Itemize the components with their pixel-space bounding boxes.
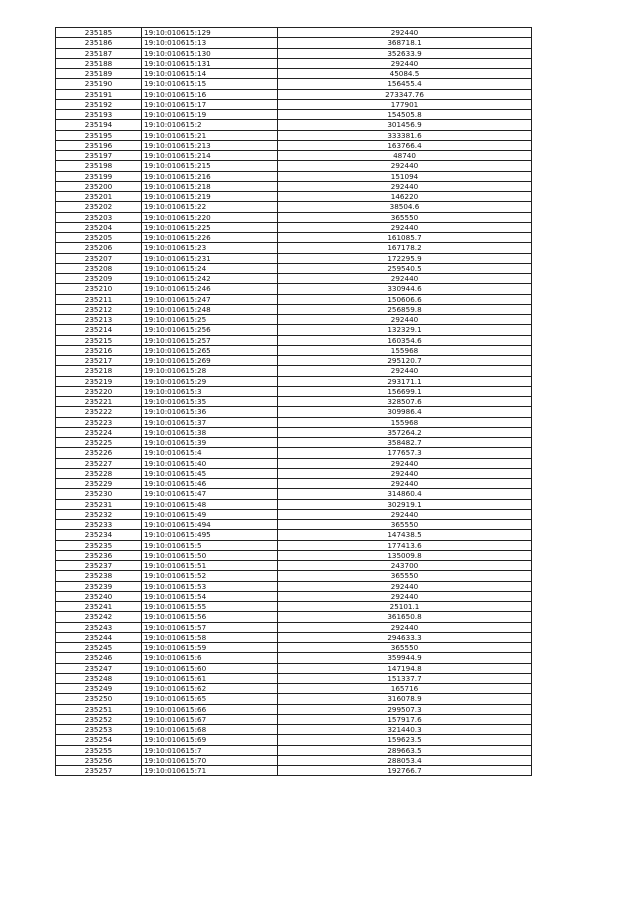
cadastral-number-cell: 19:10:010615:55 xyxy=(142,602,278,612)
value-cell: 154505.8 xyxy=(278,110,532,120)
cadastral-number-cell: 19:10:010615:14 xyxy=(142,69,278,79)
value-cell: 151337.7 xyxy=(278,673,532,683)
table-row xyxy=(56,755,532,765)
table-row xyxy=(56,274,532,284)
table-row xyxy=(56,120,532,130)
table-row xyxy=(56,263,532,273)
cadastral-number-cell: 19:10:010615:21 xyxy=(142,130,278,140)
table-row xyxy=(56,520,532,530)
table-row xyxy=(56,202,532,212)
table-row xyxy=(56,181,532,191)
table-row xyxy=(56,294,532,304)
table-row xyxy=(56,704,532,714)
row-number-cell: 235209 xyxy=(56,274,142,284)
cadastral-number-cell: 19:10:010615:57 xyxy=(142,622,278,632)
table-row xyxy=(56,684,532,694)
table-row xyxy=(56,468,532,478)
cadastral-number-cell: 19:10:010615:242 xyxy=(142,274,278,284)
row-number-cell: 235206 xyxy=(56,243,142,253)
value-cell: 292440 xyxy=(278,479,532,489)
cadastral-number-cell: 19:10:010615:247 xyxy=(142,294,278,304)
table-row xyxy=(56,766,532,776)
row-number-cell: 235229 xyxy=(56,479,142,489)
value-cell: 151094 xyxy=(278,171,532,181)
value-cell: 292440 xyxy=(278,366,532,376)
row-number-cell: 235244 xyxy=(56,632,142,642)
table-row xyxy=(56,417,532,427)
row-number-cell: 235189 xyxy=(56,69,142,79)
row-number-cell: 235232 xyxy=(56,509,142,519)
row-number-cell: 235194 xyxy=(56,120,142,130)
value-cell: 147194.8 xyxy=(278,663,532,673)
table-row xyxy=(56,735,532,745)
value-cell: 302919.1 xyxy=(278,499,532,509)
row-number-cell: 235190 xyxy=(56,79,142,89)
table-body xyxy=(56,28,532,776)
cadastral-number-cell: 19:10:010615:23 xyxy=(142,243,278,253)
table-row xyxy=(56,243,532,253)
row-number-cell: 235221 xyxy=(56,397,142,407)
value-cell: 292440 xyxy=(278,222,532,232)
table-row xyxy=(56,725,532,735)
value-cell: 301456.9 xyxy=(278,120,532,130)
table-row xyxy=(56,448,532,458)
table-row xyxy=(56,110,532,120)
cadastral-number-cell: 19:10:010615:38 xyxy=(142,427,278,437)
table-row xyxy=(56,438,532,448)
cadastral-number-cell: 19:10:010615:52 xyxy=(142,571,278,581)
value-cell: 177901 xyxy=(278,99,532,109)
row-number-cell: 235239 xyxy=(56,581,142,591)
value-cell: 135009.8 xyxy=(278,550,532,560)
value-cell: 161085.7 xyxy=(278,233,532,243)
value-cell: 293171.1 xyxy=(278,376,532,386)
row-number-cell: 235212 xyxy=(56,304,142,314)
row-number-cell: 235226 xyxy=(56,448,142,458)
value-cell: 155968 xyxy=(278,417,532,427)
value-cell: 330944.6 xyxy=(278,284,532,294)
cadastral-number-cell: 19:10:010615:45 xyxy=(142,468,278,478)
table-row xyxy=(56,325,532,335)
table-row xyxy=(56,304,532,314)
value-cell: 192766.7 xyxy=(278,766,532,776)
value-cell: 155968 xyxy=(278,345,532,355)
row-number-cell: 235193 xyxy=(56,110,142,120)
cadastral-number-cell: 19:10:010615:56 xyxy=(142,612,278,622)
cadastral-number-cell: 19:10:010615:495 xyxy=(142,530,278,540)
table-row xyxy=(56,212,532,222)
value-cell: 160354.6 xyxy=(278,335,532,345)
table-row xyxy=(56,602,532,612)
row-number-cell: 235214 xyxy=(56,325,142,335)
table-row xyxy=(56,499,532,509)
table-row xyxy=(56,632,532,642)
value-cell: 365550 xyxy=(278,520,532,530)
cadastral-number-cell: 19:10:010615:65 xyxy=(142,694,278,704)
value-cell: 157917.6 xyxy=(278,714,532,724)
value-cell: 299507.3 xyxy=(278,704,532,714)
row-number-cell: 235236 xyxy=(56,550,142,560)
table-row xyxy=(56,397,532,407)
cadastral-number-cell: 19:10:010615:59 xyxy=(142,643,278,653)
value-cell: 292440 xyxy=(278,315,532,325)
value-cell: 328507.6 xyxy=(278,397,532,407)
cadastral-number-cell: 19:10:010615:62 xyxy=(142,684,278,694)
cadastral-number-cell: 19:10:010615:6 xyxy=(142,653,278,663)
cadastral-number-cell: 19:10:010615:29 xyxy=(142,376,278,386)
value-cell: 273347.76 xyxy=(278,89,532,99)
value-cell: 147438.5 xyxy=(278,530,532,540)
cadastral-number-cell: 19:10:010615:48 xyxy=(142,499,278,509)
value-cell: 163766.4 xyxy=(278,140,532,150)
row-number-cell: 235185 xyxy=(56,28,142,38)
value-cell: 294633.3 xyxy=(278,632,532,642)
cadastral-number-cell: 19:10:010615:16 xyxy=(142,89,278,99)
value-cell: 352633.9 xyxy=(278,48,532,58)
row-number-cell: 235249 xyxy=(56,684,142,694)
cadastral-number-cell: 19:10:010615:226 xyxy=(142,233,278,243)
table-row xyxy=(56,714,532,724)
cadastral-number-cell: 19:10:010615:216 xyxy=(142,171,278,181)
cadastral-number-cell: 19:10:010615:53 xyxy=(142,581,278,591)
table-row xyxy=(56,356,532,366)
cadastral-number-cell: 19:10:010615:256 xyxy=(142,325,278,335)
value-cell: 150606.6 xyxy=(278,294,532,304)
row-number-cell: 235240 xyxy=(56,591,142,601)
row-number-cell: 235238 xyxy=(56,571,142,581)
row-number-cell: 235225 xyxy=(56,438,142,448)
value-cell: 292440 xyxy=(278,274,532,284)
row-number-cell: 235242 xyxy=(56,612,142,622)
cadastral-number-cell: 19:10:010615:257 xyxy=(142,335,278,345)
row-number-cell: 235220 xyxy=(56,386,142,396)
row-number-cell: 235187 xyxy=(56,48,142,58)
cadastral-number-cell: 19:10:010615:218 xyxy=(142,181,278,191)
row-number-cell: 235208 xyxy=(56,263,142,273)
table-row xyxy=(56,612,532,622)
value-cell: 365550 xyxy=(278,643,532,653)
table-row xyxy=(56,745,532,755)
table-row xyxy=(56,315,532,325)
cadastral-number-cell: 19:10:010615:71 xyxy=(142,766,278,776)
value-cell: 288053.4 xyxy=(278,755,532,765)
row-number-cell: 235253 xyxy=(56,725,142,735)
table-row xyxy=(56,79,532,89)
cadastral-number-cell: 19:10:010615:35 xyxy=(142,397,278,407)
table-row xyxy=(56,407,532,417)
value-cell: 357264.2 xyxy=(278,427,532,437)
row-number-cell: 235213 xyxy=(56,315,142,325)
table-row xyxy=(56,284,532,294)
row-number-cell: 235248 xyxy=(56,673,142,683)
table-row xyxy=(56,561,532,571)
row-number-cell: 235195 xyxy=(56,130,142,140)
row-number-cell: 235211 xyxy=(56,294,142,304)
cadastral-number-cell: 19:10:010615:215 xyxy=(142,161,278,171)
table-row xyxy=(56,335,532,345)
value-cell: 177657.3 xyxy=(278,448,532,458)
value-cell: 292440 xyxy=(278,468,532,478)
row-number-cell: 235201 xyxy=(56,192,142,202)
cadastral-number-cell: 19:10:010615:25 xyxy=(142,315,278,325)
table-row xyxy=(56,366,532,376)
row-number-cell: 235246 xyxy=(56,653,142,663)
cadastral-number-cell: 19:10:010615:214 xyxy=(142,151,278,161)
table-row xyxy=(56,509,532,519)
row-number-cell: 235241 xyxy=(56,602,142,612)
value-cell: 361650.8 xyxy=(278,612,532,622)
cadastral-number-cell: 19:10:010615:5 xyxy=(142,540,278,550)
value-cell: 259540.5 xyxy=(278,263,532,273)
cadastral-number-cell: 19:10:010615:15 xyxy=(142,79,278,89)
row-number-cell: 235207 xyxy=(56,253,142,263)
row-number-cell: 235216 xyxy=(56,345,142,355)
table-row xyxy=(56,233,532,243)
table-row xyxy=(56,694,532,704)
table-row xyxy=(56,161,532,171)
row-number-cell: 235217 xyxy=(56,356,142,366)
cadastral-number-cell: 19:10:010615:4 xyxy=(142,448,278,458)
table-row xyxy=(56,622,532,632)
row-number-cell: 235257 xyxy=(56,766,142,776)
row-number-cell: 235230 xyxy=(56,489,142,499)
row-number-cell: 235219 xyxy=(56,376,142,386)
row-number-cell: 235224 xyxy=(56,427,142,437)
cadastral-number-cell: 19:10:010615:60 xyxy=(142,663,278,673)
row-number-cell: 235188 xyxy=(56,58,142,68)
value-cell: 295120.7 xyxy=(278,356,532,366)
cadastral-number-cell: 19:10:010615:220 xyxy=(142,212,278,222)
table-row xyxy=(56,427,532,437)
cadastral-number-cell: 19:10:010615:70 xyxy=(142,755,278,765)
table-row xyxy=(56,345,532,355)
table-row xyxy=(56,571,532,581)
value-cell: 146220 xyxy=(278,192,532,202)
row-number-cell: 235243 xyxy=(56,622,142,632)
row-number-cell: 235231 xyxy=(56,499,142,509)
table-row xyxy=(56,69,532,79)
table-row xyxy=(56,38,532,48)
cadastral-number-cell: 19:10:010615:219 xyxy=(142,192,278,202)
table-row xyxy=(56,479,532,489)
value-cell: 45084.5 xyxy=(278,69,532,79)
value-cell: 365550 xyxy=(278,571,532,581)
value-cell: 292440 xyxy=(278,581,532,591)
row-number-cell: 235192 xyxy=(56,99,142,109)
value-cell: 365550 xyxy=(278,212,532,222)
value-cell: 292440 xyxy=(278,161,532,171)
row-number-cell: 235191 xyxy=(56,89,142,99)
row-number-cell: 235228 xyxy=(56,468,142,478)
cadastral-number-cell: 19:10:010615:225 xyxy=(142,222,278,232)
value-cell: 38504.6 xyxy=(278,202,532,212)
cadastral-number-cell: 19:10:010615:37 xyxy=(142,417,278,427)
cadastral-number-cell: 19:10:010615:66 xyxy=(142,704,278,714)
table-row xyxy=(56,28,532,38)
value-cell: 243700 xyxy=(278,561,532,571)
table-row xyxy=(56,376,532,386)
value-cell: 292440 xyxy=(278,591,532,601)
row-number-cell: 235255 xyxy=(56,745,142,755)
cadastral-number-cell: 19:10:010615:69 xyxy=(142,735,278,745)
row-number-cell: 235210 xyxy=(56,284,142,294)
cadastral-number-cell: 19:10:010615:39 xyxy=(142,438,278,448)
table-row xyxy=(56,130,532,140)
row-number-cell: 235256 xyxy=(56,755,142,765)
value-cell: 177413.6 xyxy=(278,540,532,550)
cadastral-number-cell: 19:10:010615:67 xyxy=(142,714,278,724)
table-row xyxy=(56,643,532,653)
cadastral-number-cell: 19:10:010615:7 xyxy=(142,745,278,755)
cadastral-number-cell: 19:10:010615:248 xyxy=(142,304,278,314)
value-cell: 292440 xyxy=(278,622,532,632)
cadastral-number-cell: 19:10:010615:22 xyxy=(142,202,278,212)
row-number-cell: 235215 xyxy=(56,335,142,345)
value-cell: 48740 xyxy=(278,151,532,161)
value-cell: 167178.2 xyxy=(278,243,532,253)
table-row xyxy=(56,673,532,683)
table-row xyxy=(56,591,532,601)
cadastral-number-cell: 19:10:010615:269 xyxy=(142,356,278,366)
cadastral-number-cell: 19:10:010615:13 xyxy=(142,38,278,48)
cadastral-number-cell: 19:10:010615:61 xyxy=(142,673,278,683)
cadastral-number-cell: 19:10:010615:58 xyxy=(142,632,278,642)
value-cell: 25101.1 xyxy=(278,602,532,612)
table-row xyxy=(56,89,532,99)
cadastral-number-cell: 19:10:010615:54 xyxy=(142,591,278,601)
row-number-cell: 235198 xyxy=(56,161,142,171)
table-row xyxy=(56,192,532,202)
value-cell: 156699.1 xyxy=(278,386,532,396)
value-cell: 368718.1 xyxy=(278,38,532,48)
cadastral-number-cell: 19:10:010615:213 xyxy=(142,140,278,150)
cadastral-value-table xyxy=(55,27,532,776)
value-cell: 321440.3 xyxy=(278,725,532,735)
row-number-cell: 235196 xyxy=(56,140,142,150)
cadastral-number-cell: 19:10:010615:2 xyxy=(142,120,278,130)
table-row xyxy=(56,58,532,68)
row-number-cell: 235254 xyxy=(56,735,142,745)
value-cell: 358482.7 xyxy=(278,438,532,448)
table-row xyxy=(56,222,532,232)
value-cell: 314860.4 xyxy=(278,489,532,499)
row-number-cell: 235222 xyxy=(56,407,142,417)
row-number-cell: 235205 xyxy=(56,233,142,243)
row-number-cell: 235197 xyxy=(56,151,142,161)
row-number-cell: 235235 xyxy=(56,540,142,550)
value-cell: 292440 xyxy=(278,58,532,68)
table-row xyxy=(56,151,532,161)
cadastral-number-cell: 19:10:010615:47 xyxy=(142,489,278,499)
table-row xyxy=(56,653,532,663)
table-row xyxy=(56,489,532,499)
table-row xyxy=(56,48,532,58)
row-number-cell: 235227 xyxy=(56,458,142,468)
value-cell: 292440 xyxy=(278,509,532,519)
cadastral-number-cell: 19:10:010615:51 xyxy=(142,561,278,571)
row-number-cell: 235250 xyxy=(56,694,142,704)
row-number-cell: 235252 xyxy=(56,714,142,724)
row-number-cell: 235223 xyxy=(56,417,142,427)
row-number-cell: 235218 xyxy=(56,366,142,376)
table-row xyxy=(56,540,532,550)
cadastral-number-cell: 19:10:010615:19 xyxy=(142,110,278,120)
cadastral-number-cell: 19:10:010615:131 xyxy=(142,58,278,68)
cadastral-number-cell: 19:10:010615:130 xyxy=(142,48,278,58)
row-number-cell: 235200 xyxy=(56,181,142,191)
cadastral-number-cell: 19:10:010615:3 xyxy=(142,386,278,396)
cadastral-number-cell: 19:10:010615:494 xyxy=(142,520,278,530)
row-number-cell: 235247 xyxy=(56,663,142,673)
row-number-cell: 235234 xyxy=(56,530,142,540)
table-row xyxy=(56,458,532,468)
row-number-cell: 235202 xyxy=(56,202,142,212)
row-number-cell: 235186 xyxy=(56,38,142,48)
cadastral-number-cell: 19:10:010615:246 xyxy=(142,284,278,294)
cadastral-number-cell: 19:10:010615:36 xyxy=(142,407,278,417)
row-number-cell: 235251 xyxy=(56,704,142,714)
table-row xyxy=(56,386,532,396)
value-cell: 172295.9 xyxy=(278,253,532,263)
value-cell: 359944.9 xyxy=(278,653,532,663)
value-cell: 292440 xyxy=(278,181,532,191)
table-row xyxy=(56,530,532,540)
row-number-cell: 235245 xyxy=(56,643,142,653)
value-cell: 165716 xyxy=(278,684,532,694)
value-cell: 292440 xyxy=(278,458,532,468)
table-row xyxy=(56,99,532,109)
cadastral-number-cell: 19:10:010615:28 xyxy=(142,366,278,376)
row-number-cell: 235204 xyxy=(56,222,142,232)
cadastral-number-cell: 19:10:010615:46 xyxy=(142,479,278,489)
value-cell: 132329.1 xyxy=(278,325,532,335)
cadastral-number-cell: 19:10:010615:50 xyxy=(142,550,278,560)
row-number-cell: 235233 xyxy=(56,520,142,530)
value-cell: 316078.9 xyxy=(278,694,532,704)
cadastral-number-cell: 19:10:010615:40 xyxy=(142,458,278,468)
value-cell: 333381.6 xyxy=(278,130,532,140)
value-cell: 292440 xyxy=(278,28,532,38)
row-number-cell: 235203 xyxy=(56,212,142,222)
table-row xyxy=(56,550,532,560)
table-row xyxy=(56,253,532,263)
row-number-cell: 235199 xyxy=(56,171,142,181)
cadastral-number-cell: 19:10:010615:17 xyxy=(142,99,278,109)
value-cell: 159623.5 xyxy=(278,735,532,745)
cadastral-number-cell: 19:10:010615:49 xyxy=(142,509,278,519)
table-row xyxy=(56,140,532,150)
row-number-cell: 235237 xyxy=(56,561,142,571)
cadastral-number-cell: 19:10:010615:68 xyxy=(142,725,278,735)
value-cell: 289663.5 xyxy=(278,745,532,755)
cadastral-number-cell: 19:10:010615:265 xyxy=(142,345,278,355)
table-row xyxy=(56,581,532,591)
value-cell: 256859.8 xyxy=(278,304,532,314)
table-row xyxy=(56,171,532,181)
table-row xyxy=(56,663,532,673)
value-cell: 309986.4 xyxy=(278,407,532,417)
cadastral-number-cell: 19:10:010615:24 xyxy=(142,263,278,273)
cadastral-number-cell: 19:10:010615:129 xyxy=(142,28,278,38)
cadastral-number-cell: 19:10:010615:231 xyxy=(142,253,278,263)
value-cell: 156455.4 xyxy=(278,79,532,89)
